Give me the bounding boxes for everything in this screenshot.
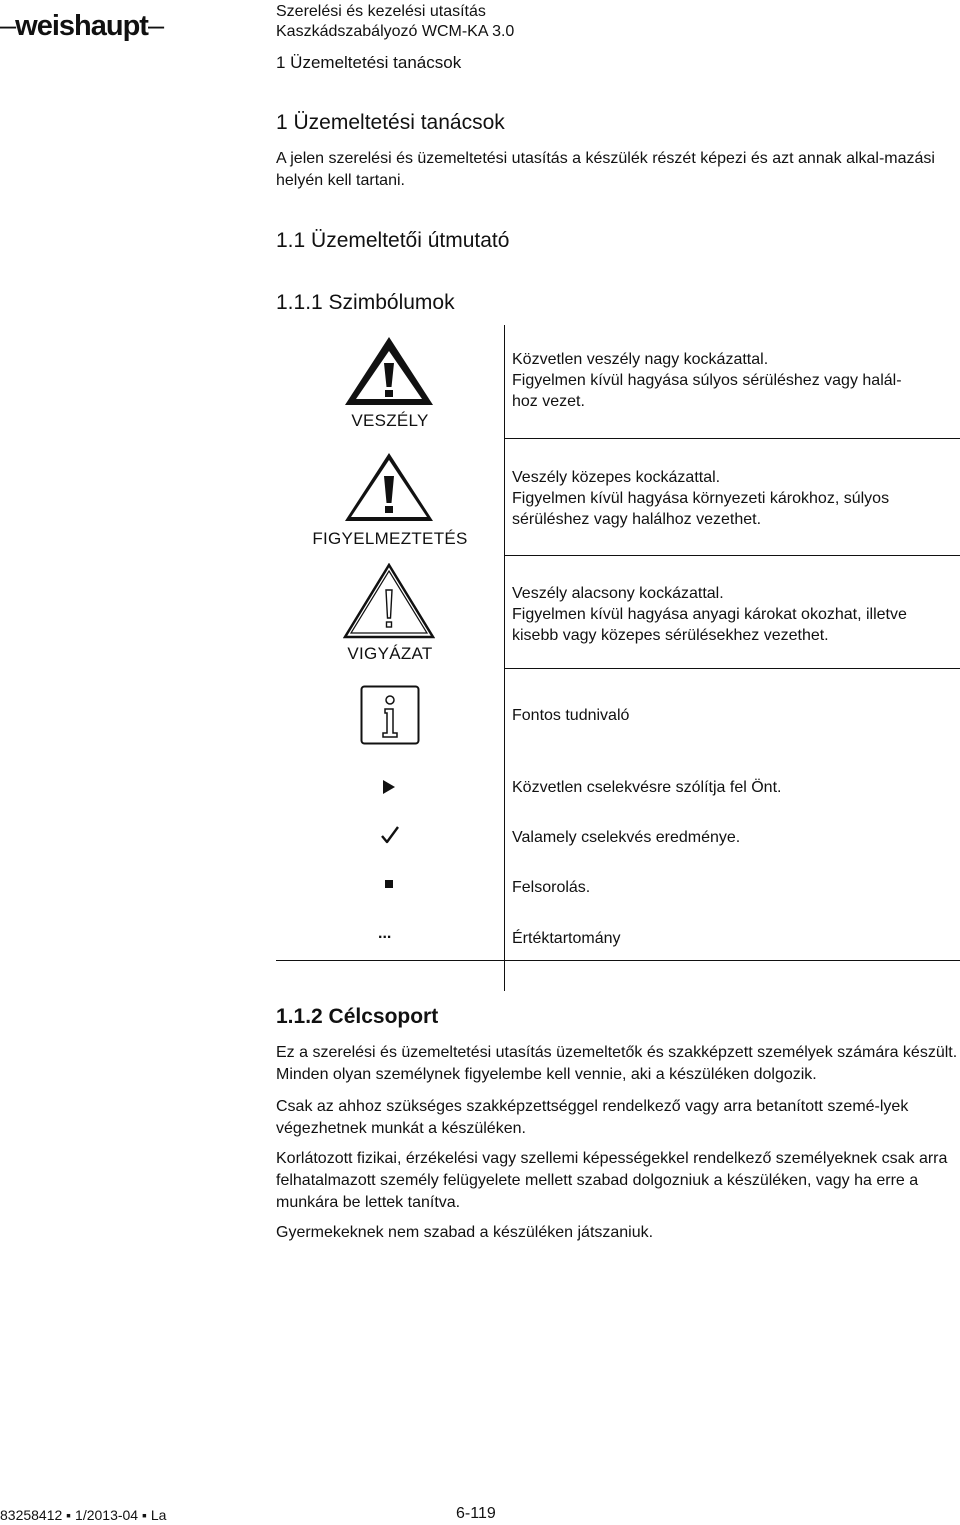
symbol-description-warning: Veszély közepes kockázattal. Figyelmen kívül hagyása környezeti károkhoz, súlyos sérüléshez vagy halálhoz vezethet. [512,469,890,528]
info-icon [360,685,420,745]
document-number: 83258412 ▪ 1/2013-04 ▪ La [0,1507,167,1523]
symbol-description-danger: Közvetlen veszély nagy kockázattal. Figyelmen kívül hagyása súlyos sérüléshez vagy halál- hoz vezet. [512,351,902,410]
warning-triangle-icon [343,451,435,523]
table-divider-vertical [504,325,505,991]
subsection-title-symbols: 1.1.1 Szimbólumok [276,291,455,314]
symbol-description-result: Valamely cselekvés eredménye. [512,829,741,846]
paragraph: Gyermekeknek nem szabad a készüléken játszaniuk. [276,1224,654,1241]
weishaupt-logo: –weishaupt– [0,10,164,42]
checkmark-icon [381,826,399,844]
manual-type: Szerelési és kezelési utasítás [276,3,486,20]
arrow-right-icon [382,780,396,794]
paragraph: Korlátozott fizikai, érzékelési vagy szellemi képességekkel rendelkező személyeknek csak arra felhatalmazott személy felügyelete mellett szabad dolgozniuk a készüléken, vagy ha erre a munkára be lettek tanítva. [276,1150,948,1211]
danger-warning-triangle-icon [343,335,435,407]
table-divider [504,438,960,439]
symbol-description-action: Közvetlen cselekvésre szólítja fel Önt. [512,779,782,796]
bullet-square-icon [385,880,393,888]
symbol-label-danger: VESZÉLY [351,411,429,430]
symbol-description-list: Felsorolás. [512,879,591,896]
page-number: 6-119 [456,1505,496,1522]
product-name: Kaszkádszabályozó WCM-KA 3.0 [276,23,515,40]
subsection-title-operator-guide: 1.1 Üzemeltetői útmutató [276,229,510,252]
table-divider [504,555,960,556]
paragraph: Csak az ahhoz szükséges szakképzettséggel rendelkező vagy arra betanított szemé-lyek végezhetnek munkát a készüléken. [276,1098,909,1137]
caution-triangle-icon [343,563,435,639]
symbol-label-caution: VIGYÁZAT [347,644,433,663]
table-divider [504,668,960,669]
symbol-label-warning: FIGYELMEZTETÉS [312,529,468,548]
ellipsis-icon: ... [378,925,392,942]
symbol-description-caution: Veszély alacsony kockázattal. Figyelmen kívül hagyása anyagi károkat okozhat, illetve kisebb vagy közepes sérülésekhez vezethet. [512,585,907,644]
running-title: 1 Üzemeltetési tanácsok [276,53,462,72]
table-divider-bottom [276,960,960,961]
paragraph: Ez a szerelési és üzemeltetési utasítás üzemeltetők és szakképzett személyek számára készült. Minden olyan személynek figyelembe kell vennie, aki a készüléken dolgozik. [276,1044,958,1083]
symbol-description-info: Fontos tudnivaló [512,707,630,724]
intro-paragraph: A jelen szerelési és üzemeltetési utasítás a készülék részét képezi és azt annak alkal-mazási helyén kell tartani. [276,150,935,189]
subsection-title-target-group: 1.1.2 Célcsoport [276,1005,439,1028]
symbol-description-range: Értéktartomány [512,930,621,947]
section-title: 1 Üzemeltetési tanácsok [276,111,505,134]
